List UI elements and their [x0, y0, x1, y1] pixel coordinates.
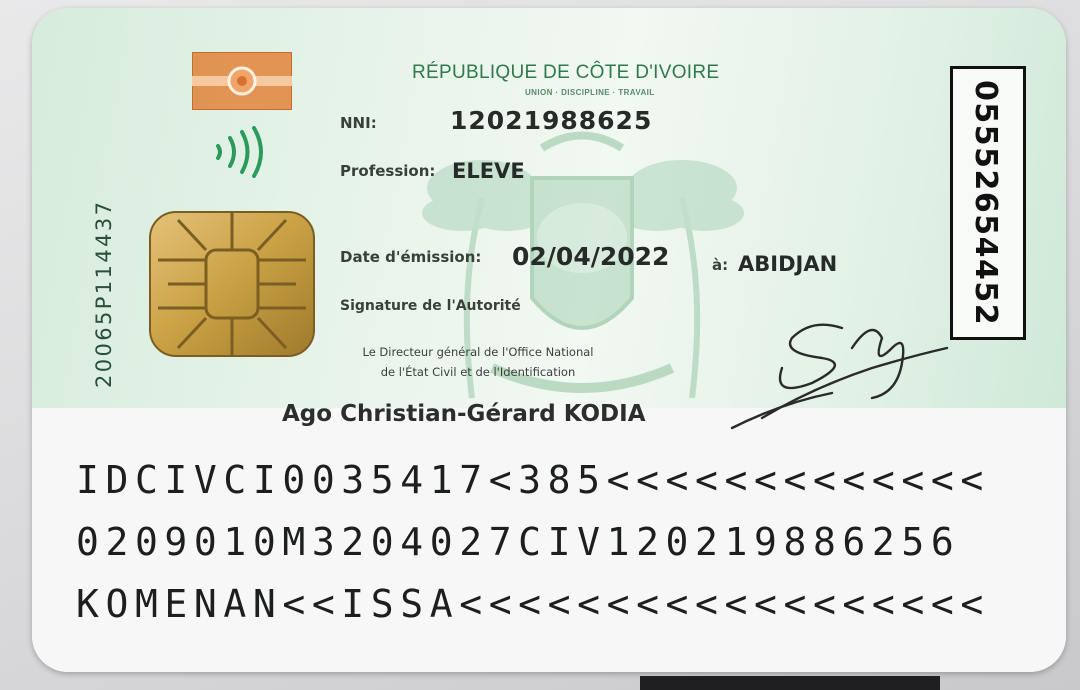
country-motto: UNION · DISCIPLINE · TRAVAIL	[525, 88, 655, 97]
issue-place-value: ABIDJAN	[738, 252, 838, 276]
nni-value: 12021988625	[450, 106, 653, 135]
authority-line-2: de l'État Civil et de l'Identification	[380, 365, 576, 379]
mrz-line-3: KOMENAN<<ISSA<<<<<<<<<<<<<<<<<<	[76, 582, 990, 626]
hologram-emblem-icon	[192, 52, 292, 110]
country-title: RÉPUBLIQUE DE CÔTE D'IVOIRE	[412, 62, 720, 83]
authority-signature	[722, 308, 952, 438]
issue-date-label: Date d'émission:	[340, 248, 482, 266]
mrz-line-1: IDCIVCI0035417<385<<<<<<<<<<<<<	[76, 458, 990, 502]
issue-date-value: 02/04/2022	[512, 242, 670, 271]
document-serial-vertical: 20065P114437	[92, 199, 116, 388]
id-card-back	[32, 8, 1066, 672]
nni-label: NNI:	[340, 114, 377, 132]
authority-line-1: Le Directeur général de l'Office National	[362, 345, 594, 359]
smart-chip-icon	[148, 210, 316, 358]
issue-place-label: à:	[712, 256, 729, 274]
contactless-icon	[208, 126, 268, 178]
profession-value: ELEVE	[452, 159, 525, 183]
signature-label: Signature de l'Autorité	[340, 298, 521, 314]
background-object	[640, 676, 940, 690]
card-number-vertical: 05552654452	[968, 80, 1003, 327]
holder-name: Ago Christian-Gérard KODIA	[282, 401, 646, 427]
mrz-line-2: 0209010M3204027CIV120219886256	[76, 520, 961, 564]
profession-label: Profession:	[340, 162, 436, 180]
card-number-box	[950, 66, 1026, 340]
